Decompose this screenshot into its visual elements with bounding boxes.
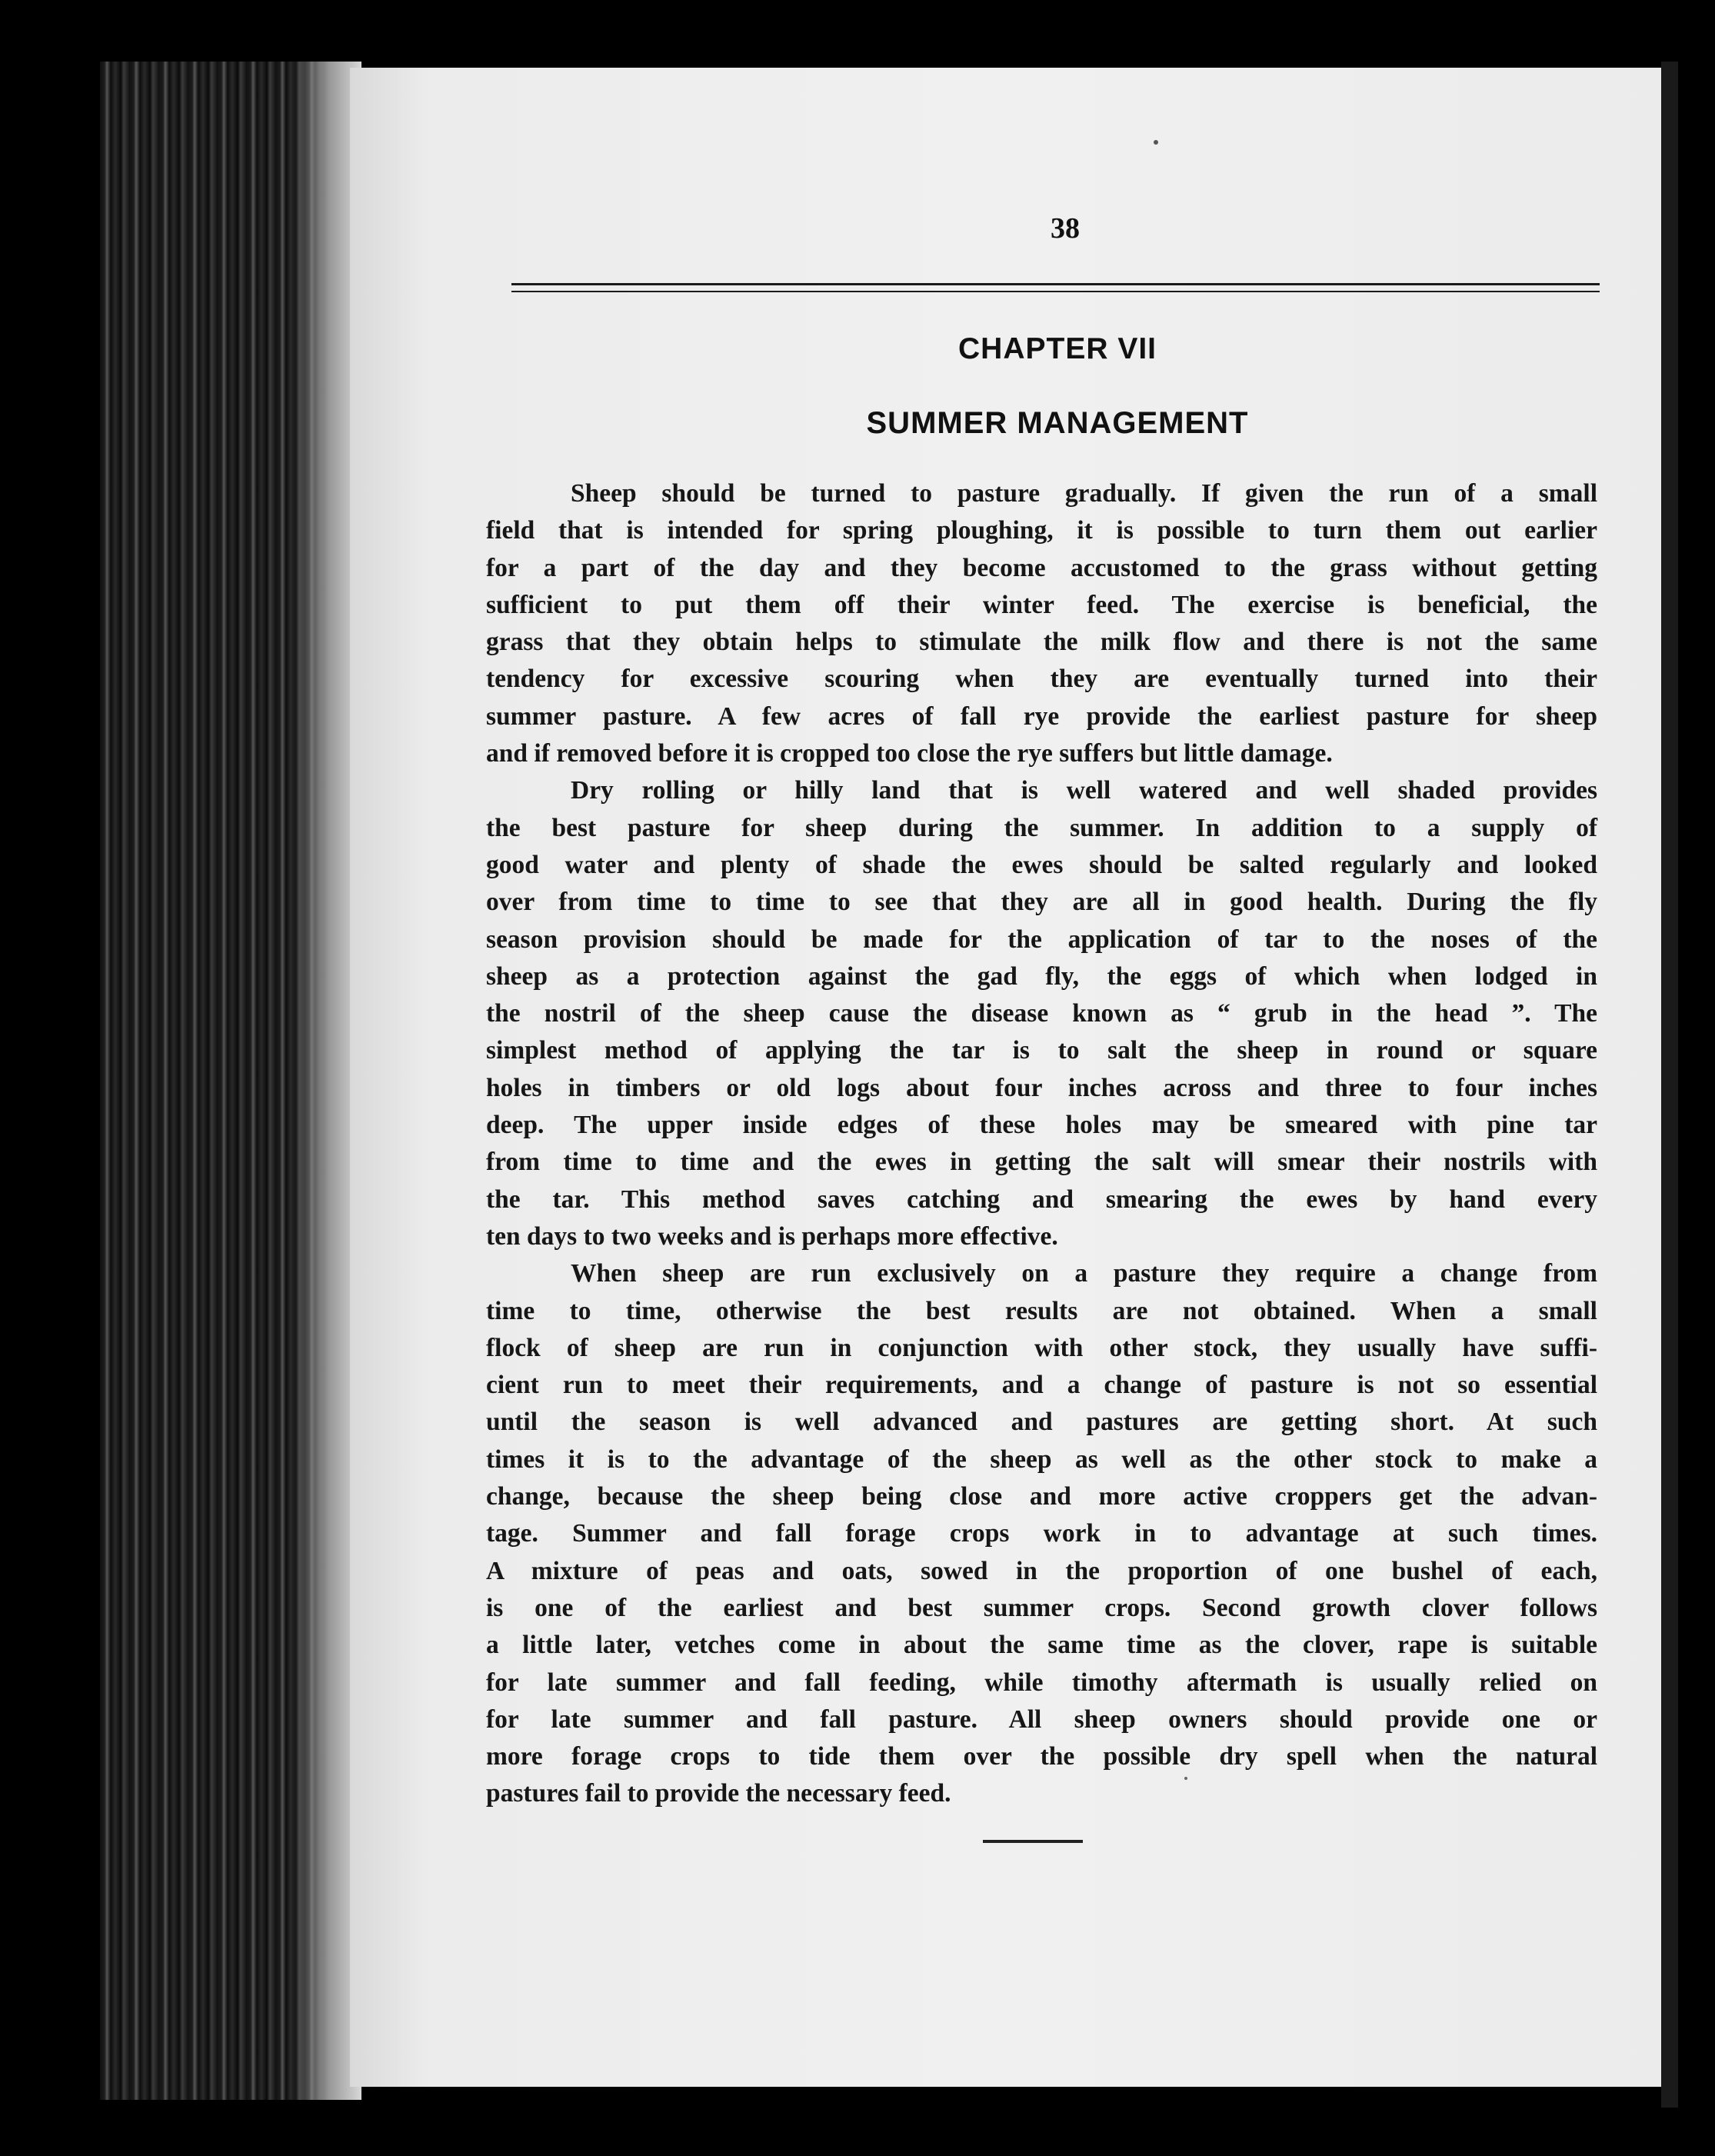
text-line: When sheep are run exclusively on a pasture they require a change from [571,1259,1597,1288]
text-line: tage. Summer and fall forage crops work in to advantage at such times. [486,1519,1597,1548]
text-line: deep. The upper inside edges of these holes may be smeared with pine tar [486,1111,1597,1140]
chapter-label: CHAPTER VII [957,332,1157,365]
text-line: sheep as a protection against the gad fly, the eggs of which when lodged in [486,961,1597,991]
body-text [486,475,1597,1813]
text-line: until the season is well advanced and pastures are getting short. At such [486,1408,1597,1437]
text-line: grass that they obtain helps to stimulate the milk flow and there is not the same [486,628,1597,657]
text-line: for late summer and fall pasture. All sheep owners should provide one or [486,1704,1597,1734]
text-line: the nostril of the sheep cause the disease known as “ grub in the head ”. The [486,999,1597,1028]
text-line: tendency for excessive scouring when they are eventually turned into their [486,665,1597,694]
header-rule-thin [511,291,1600,292]
scan-speck [1154,140,1158,145]
text-line: Sheep should be turned to pasture gradually. If given the run of a small [571,479,1597,508]
text-line: is one of the earliest and best summer crops. Second growth clover follows [486,1593,1597,1622]
text-line: more forage crops to tide them over the possible dry spell when the natural [486,1742,1597,1771]
header-rule [511,283,1600,285]
text-line: flock of sheep are run in conjunction with other stock, they usually have suffi- [486,1333,1597,1362]
text-line: the best pasture for sheep during the summer. In addition to a supply of [486,813,1597,842]
text-line: field that is intended for spring ploughing, it is possible to turn them out earlier [486,516,1597,545]
text-line: the tar. This method saves catching and smearing the ewes by hand every [486,1185,1597,1214]
text-line: pastures fail to provide the necessary feed. [486,1779,951,1808]
text-line: simplest method of applying the tar is to salt the sheep in round or square [486,1036,1597,1065]
text-line: over from time to time to see that they are all in good health. During the fly [486,888,1597,917]
text-line: times it is to the advantage of the sheep as well as the other stock to make a [486,1445,1597,1474]
text-line: season provision should be made for the application of tar to the noses of the [486,925,1597,954]
text-line: time to time, otherwise the best results are not obtained. When a small [486,1296,1597,1325]
text-line: from time to time and the ewes in getting the salt will smear their nostrils with [486,1148,1597,1177]
text-line: ten days to two weeks and is perhaps more effective. [486,1221,1058,1251]
text-line: A mixture of peas and oats, sowed in the proportion of one bushel of each, [486,1556,1597,1585]
text-line: cient run to meet their requirements, and a change of pasture is not so essential [486,1371,1597,1400]
chapter-title: SUMMER MANAGEMENT [866,406,1249,440]
text-line: change, because the sheep being close and more active croppers get the advan- [486,1482,1597,1511]
end-of-chapter-rule [983,1840,1083,1843]
text-line: summer pasture. A few acres of fall rye provide the earliest pasture for sheep [486,701,1597,731]
page-right-edge [1661,62,1678,2108]
text-line: for late summer and fall feeding, while timothy aftermath is usually relied on [486,1668,1597,1697]
text-line: sufficient to put them off their winter feed. The exercise is beneficial, the [486,590,1597,619]
text-line: a little later, vetches come in about the same time as the clover, rape is suitable [486,1631,1597,1660]
page-number: 38 [1051,212,1080,245]
text-line: and if removed before it is cropped too close the rye suffers but little damage. [486,739,1333,768]
text-line: good water and plenty of shade the ewes should be salted regularly and looked [486,850,1597,879]
scan-speck [1184,1777,1187,1780]
text-line: holes in timbers or old logs about four inches across and three to four inches [486,1073,1597,1102]
text-line: Dry rolling or hilly land that is well watered and well shaded provides [571,776,1597,805]
text-line: for a part of the day and they become accustomed to the grass without getting [486,553,1597,582]
